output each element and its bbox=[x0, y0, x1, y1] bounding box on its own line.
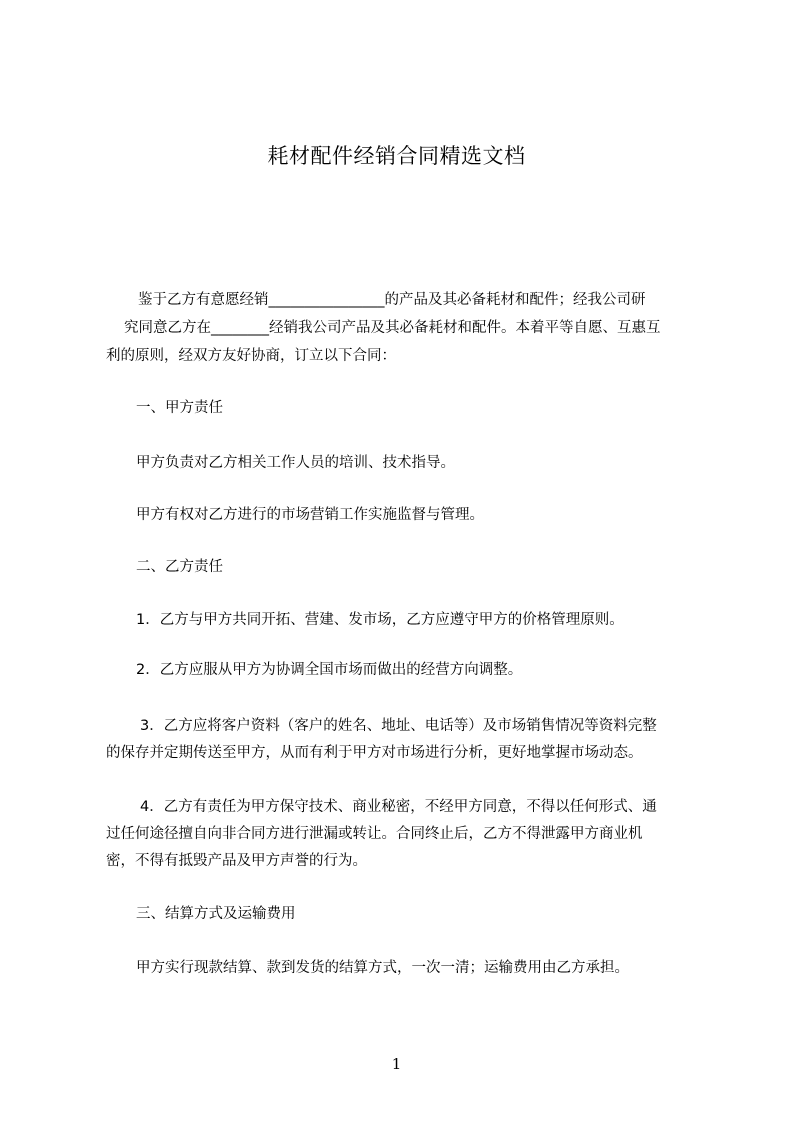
section-heading-party-a: 一、甲方责任 bbox=[136, 400, 223, 416]
list-item-continuation: 的保存并定期传送至甲方，从而有利于甲方对市场进行分析，更好地掌握市场动态。 bbox=[106, 745, 643, 761]
section-heading-settlement: 三、结算方式及运输费用 bbox=[136, 906, 296, 922]
document-title: 耗材配件经销合同精选文档 bbox=[267, 144, 526, 168]
intro-line-1: 鉴于乙方有意愿经销________________的产品及其必备耗材和配件；经我公司研 bbox=[138, 292, 646, 308]
list-item-continuation: 密，不得有抵毁产品及甲方声誉的行为。 bbox=[106, 853, 367, 869]
intro-line-3: 利的原则，经双方友好协商，订立以下合同： bbox=[106, 348, 396, 364]
list-item: 4．乙方有责任为甲方保守技术、商业秘密，不经甲方同意，不得以任何形式、通 bbox=[140, 799, 657, 815]
paragraph: 甲方有权对乙方进行的市场营销工作实施监督与管理。 bbox=[136, 507, 484, 523]
list-item-continuation: 过任何途径擅自向非合同方进行泄漏或转让。合同终止后，乙方不得泄露甲方商业机 bbox=[106, 826, 643, 842]
list-item: 2．乙方应服从甲方为协调全国市场而做出的经营方向调整。 bbox=[136, 662, 523, 678]
list-item: 3．乙方应将客户资料（客户的姓名、地址、电话等）及市场销售情况等资料完整 bbox=[140, 718, 657, 734]
list-item: 1．乙方与甲方共同开拓、营建、发市场，乙方应遵守甲方的价格管理原则。 bbox=[136, 612, 624, 628]
paragraph: 甲方负责对乙方相关工作人员的培训、技术指导。 bbox=[136, 455, 455, 471]
paragraph: 甲方实行现款结算、款到发货的结算方式，一次一清；运输费用由乙方承担。 bbox=[136, 960, 629, 976]
intro-line-2: 究同意乙方在________经销我公司产品及其必备耗材和配件。本着平等自愿、互惠互 bbox=[124, 320, 661, 336]
section-heading-party-b: 二、乙方责任 bbox=[136, 559, 223, 575]
page-number: 1 bbox=[391, 1055, 402, 1073]
